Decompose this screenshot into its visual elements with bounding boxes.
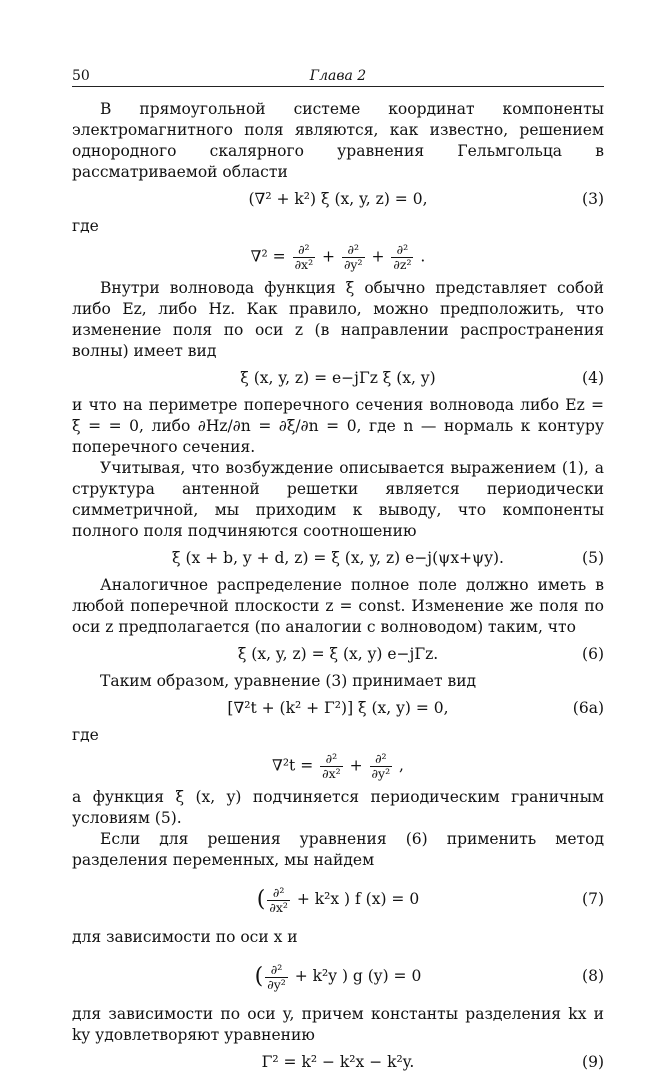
paragraph-5: Аналогичное распределение полное поле должно иметь в любой поперечной плоскости z = const. Изменение же поля по оси z предполагается (по аналогии с волноводом) таким, что <box>72 576 604 636</box>
paragraph-7: а функция ξ (x, y) подчиняется периодическим граничным условиям (5). <box>72 788 604 827</box>
where-label-2: где <box>72 726 99 744</box>
fraction-d2dz2 <box>391 243 413 272</box>
equation-9-body: Γ² = k² − k²x − k²y. <box>261 1053 415 1071</box>
plus-sign: + <box>349 756 363 775</box>
fraction-denominator: ∂y² <box>267 976 286 992</box>
fraction-d2dy2 <box>370 752 393 781</box>
fraction-denominator: ∂y² <box>343 257 363 272</box>
fraction-numerator: ∂² <box>293 243 316 258</box>
fraction-numerator: ∂² <box>391 243 413 258</box>
open-paren: ( <box>254 964 264 989</box>
equation-7-rest: + k²x ) f (x) = 0 <box>296 890 420 908</box>
chapter-title: Глава 2 <box>309 68 367 84</box>
fraction-d2dy2 <box>265 963 288 992</box>
fraction-denominator: ∂z² <box>393 257 412 272</box>
fraction-d2dx2 <box>267 886 290 915</box>
paragraph-8: Если для решения уравнения (6) применить метод разделения переменных, мы найдем <box>72 830 604 869</box>
plus-sign: + <box>322 247 336 266</box>
equation-transverse-laplacian <box>72 752 604 781</box>
paragraph-1: В прямоугольной системе координат компоненты электромагнитного поля являются, как известно, решением однородного скалярного уравнения Гельмгольца в рассматриваемой области <box>72 100 604 181</box>
page <box>72 66 604 1079</box>
equation-laplacian <box>72 243 604 272</box>
equation-3 <box>72 189 604 210</box>
fraction-d2dx2 <box>293 243 316 272</box>
paragraph-4: Учитывая, что возбуждение описывается выражением (1), а структура антенной решетки является периодически симметричной, мы приходим к выводу, что компоненты полного поля подчиняются соотношению <box>72 459 604 540</box>
plus-sign: + <box>371 247 385 266</box>
equation-6-number: (6) <box>582 645 604 663</box>
paragraph-9: для зависимости по оси x и <box>72 928 298 946</box>
equation-9-number: (9) <box>582 1053 604 1071</box>
paragraph-2: Внутри волновода функция ξ обычно представляет собой либо Ez, либо Hz. Как правило, можно предположить, что изменение поля по оси z (в направлении распространения волны) имеет вид <box>72 279 604 360</box>
equation-7 <box>72 877 604 921</box>
fraction-denominator: ∂x² <box>294 257 314 272</box>
equation-end-mark: . <box>420 247 426 266</box>
fraction-numerator: ∂² <box>320 752 343 767</box>
equation-5 <box>72 548 604 569</box>
equation-4-body: ξ (x, y, z) = e−jΓz ξ (x, y) <box>240 369 436 387</box>
where-label: где <box>72 217 99 235</box>
equation-6-body: ξ (x, y, z) = ξ (x, y) e−jΓz. <box>237 645 439 663</box>
equation-4 <box>72 368 604 389</box>
fraction-numerator: ∂² <box>265 963 288 978</box>
equation-4-number: (4) <box>582 369 604 387</box>
fraction-d2dy2 <box>342 243 365 272</box>
paragraph-3: и что на периметре поперечного сечения волновода либо Ez = ξ = = 0, либо ∂Hz/∂n = ∂ξ/∂n = 0, где n — нормаль к контуру поперечного сечения. <box>72 396 604 456</box>
fraction-denominator: ∂y² <box>371 766 391 781</box>
fraction-d2dx2 <box>320 752 343 781</box>
equation-end-mark: , <box>399 756 404 775</box>
fraction-numerator: ∂² <box>342 243 365 258</box>
equation-6a-body: [∇²t + (k² + Γ²)] ξ (x, y) = 0, <box>227 699 449 717</box>
equation-6 <box>72 644 604 665</box>
laplacian-lhs: ∇² = <box>250 247 286 266</box>
running-header <box>72 66 604 87</box>
equation-3-body: (∇² + k²) ξ (x, y, z) = 0, <box>248 190 428 208</box>
equation-8-rest: + k²y ) g (y) = 0 <box>294 967 422 985</box>
equation-9 <box>72 1052 604 1073</box>
page-number: 50 <box>72 68 90 84</box>
fraction-numerator: ∂² <box>267 886 290 901</box>
equation-5-body: ξ (x + b, y + d, z) = ξ (x, y, z) e−j(ψx+ψy). <box>172 549 504 567</box>
equation-7-number: (7) <box>582 890 604 908</box>
fraction-denominator: ∂x² <box>269 899 288 915</box>
transverse-laplacian-lhs: ∇²t = <box>272 756 314 775</box>
paragraph-6: Таким образом, уравнение (3) принимает вид <box>100 672 477 690</box>
equation-6a-number: (6а) <box>572 699 604 717</box>
equation-5-number: (5) <box>582 549 604 567</box>
paragraph-10: для зависимости по оси y, причем константы разделения kx и ky удовлетворяют уравнению <box>72 1005 604 1044</box>
open-paren: ( <box>256 887 266 912</box>
equation-8-number: (8) <box>582 967 604 985</box>
equation-6a <box>72 698 604 719</box>
equation-8 <box>72 954 604 998</box>
fraction-numerator: ∂² <box>370 752 393 767</box>
fraction-denominator: ∂x² <box>322 766 341 781</box>
equation-3-number: (3) <box>582 190 604 208</box>
